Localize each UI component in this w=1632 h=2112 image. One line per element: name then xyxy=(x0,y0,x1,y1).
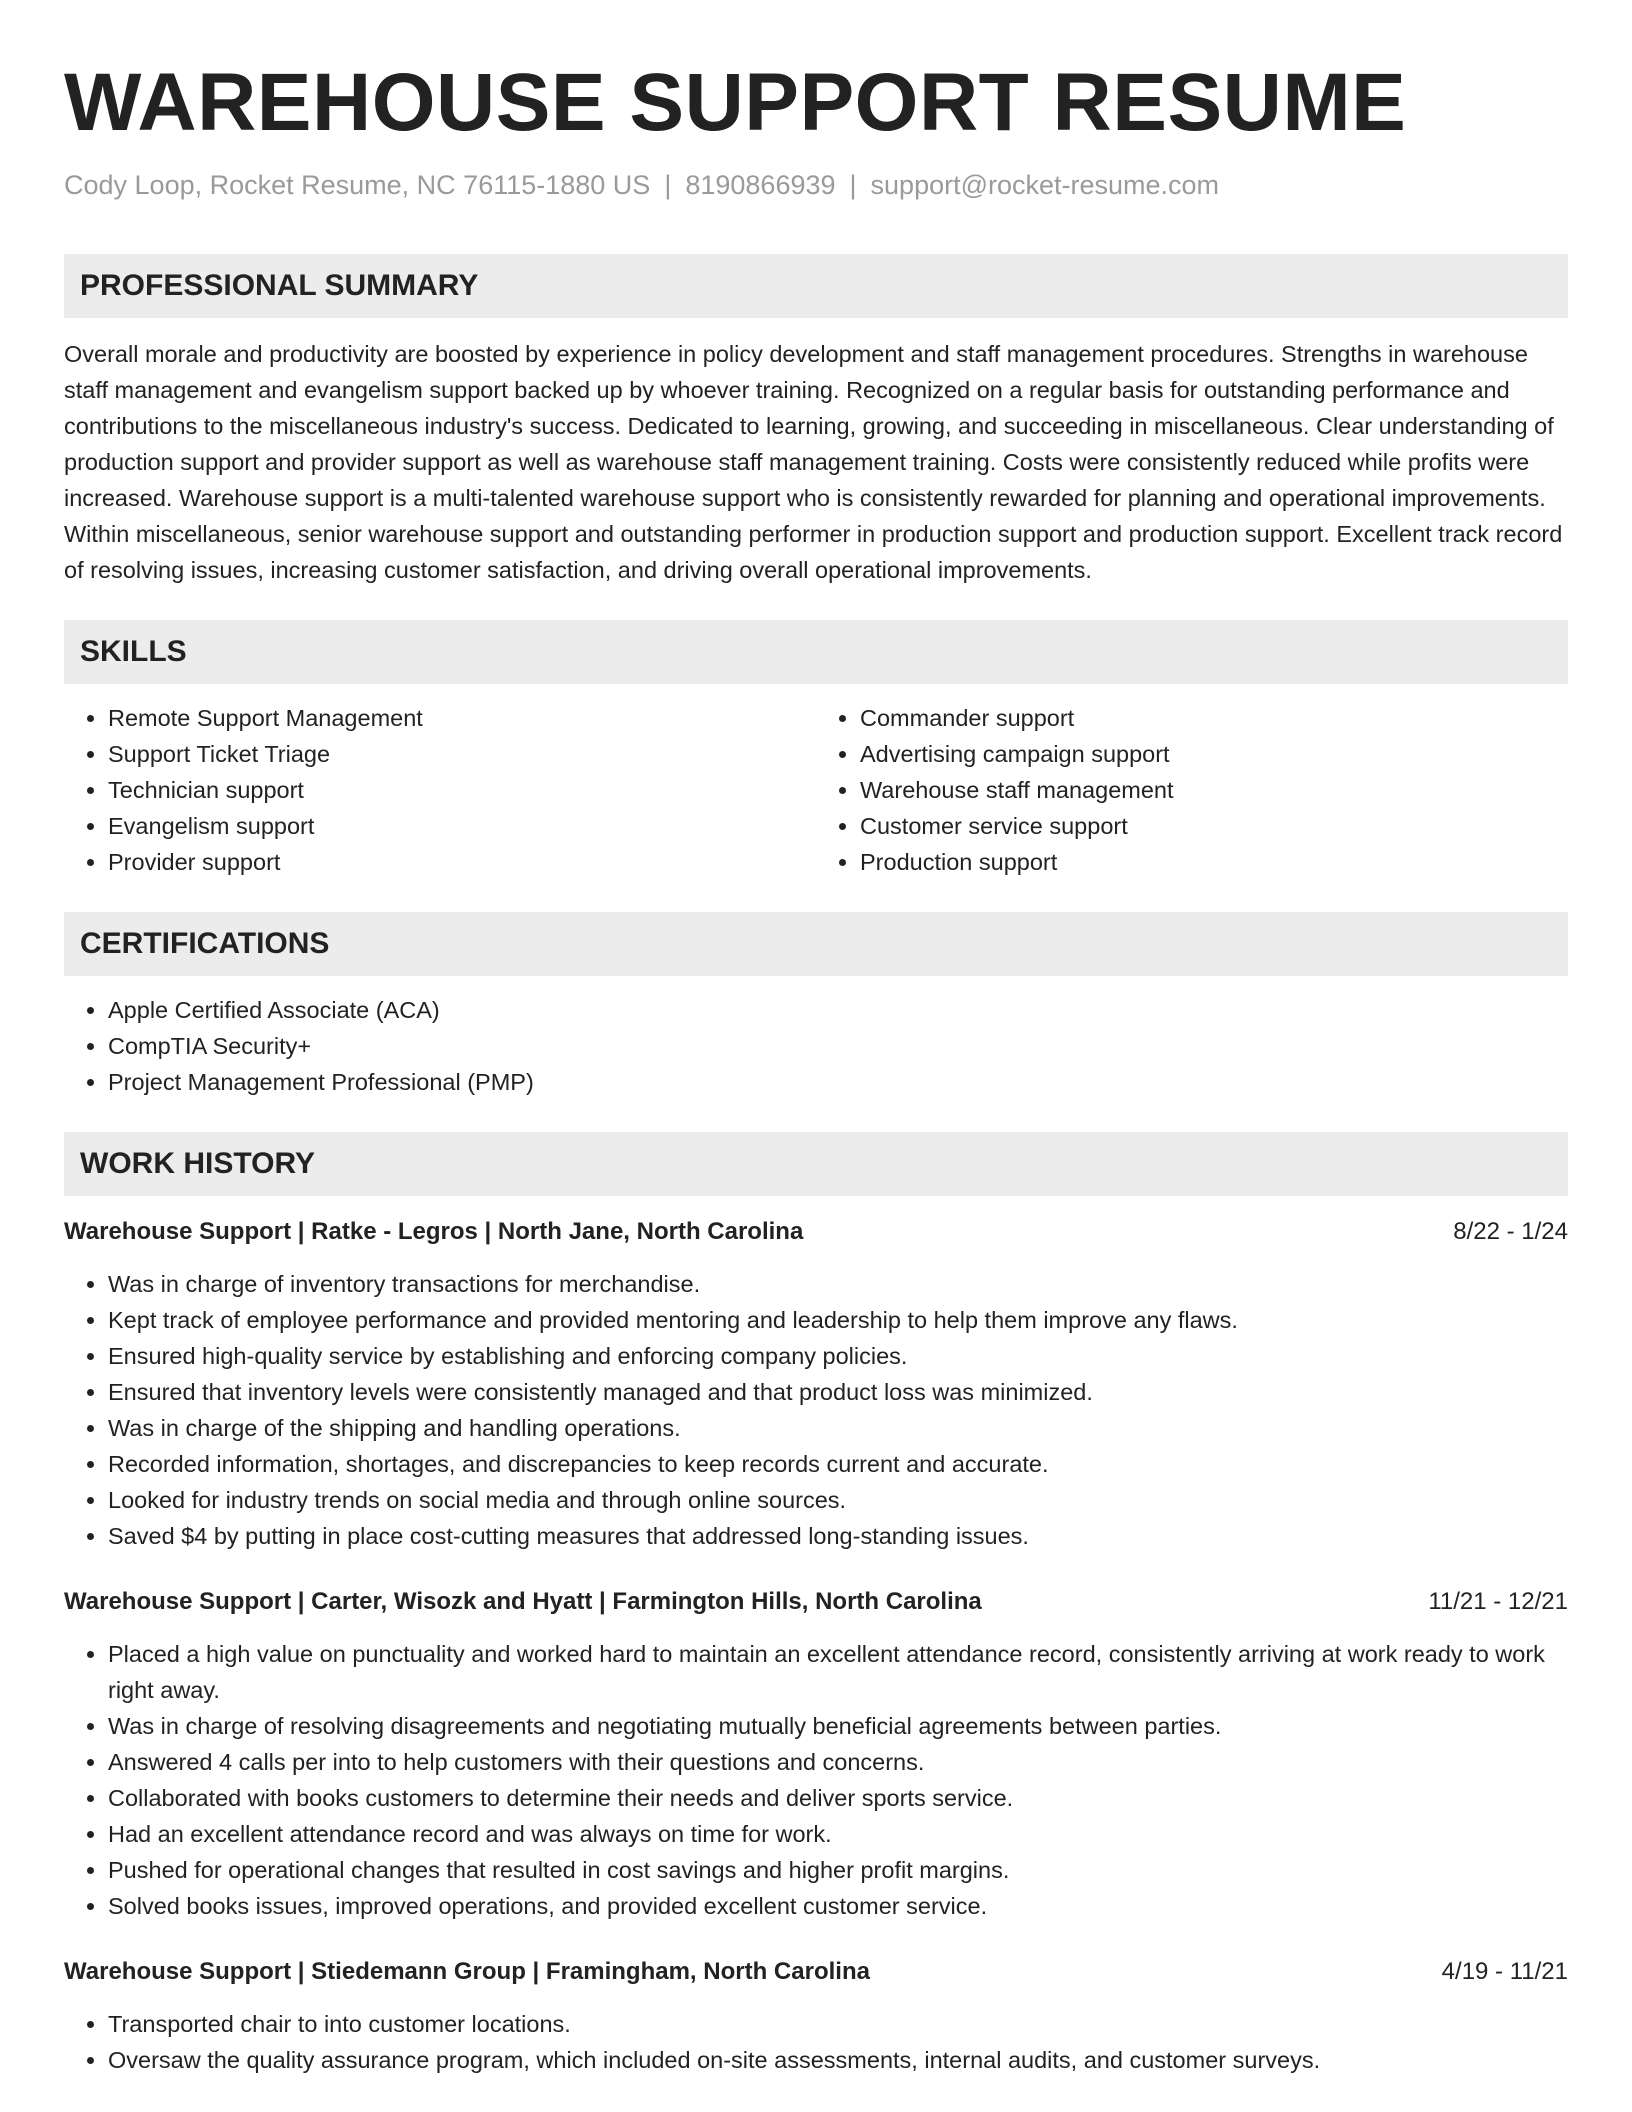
job-entry xyxy=(64,1584,1568,1924)
skill-item: • Technician support xyxy=(108,772,816,808)
job-header xyxy=(64,1954,1568,1990)
summary-heading: PROFESSIONAL SUMMARY xyxy=(64,254,1568,318)
job-bullet: • Looked for industry trends on social media and through online sources. xyxy=(108,1482,1568,1518)
job-bullet: • Transported chair to into customer locations. xyxy=(108,2006,1568,2042)
job-bullet: • Had an excellent attendance record and was always on time for work. xyxy=(108,1816,1568,1852)
job-bullet: • Ensured high-quality service by establishing and enforcing company policies. xyxy=(108,1338,1568,1374)
contact-line xyxy=(64,168,1568,202)
contact-separator: | xyxy=(849,170,857,200)
certification-item: • Apple Certified Associate (ACA) xyxy=(108,992,1568,1028)
contact-phone: 8190866939 xyxy=(685,170,836,200)
job-bullet: • Saved $4 by putting in place cost-cutting measures that addressed long-standing issues. xyxy=(108,1518,1568,1554)
certifications-list xyxy=(64,992,1568,1100)
job-title: Warehouse Support | Ratke - Legros | North Jane, North Carolina xyxy=(64,1218,804,1245)
skills-list-right xyxy=(816,700,1568,880)
job-bullet: • Was in charge of inventory transactions for merchandise. xyxy=(108,1266,1568,1302)
skill-item: • Remote Support Management xyxy=(108,700,816,736)
skill-item: • Provider support xyxy=(108,844,816,880)
job-bullet: • Collaborated with books customers to determine their needs and deliver sports service. xyxy=(108,1780,1568,1816)
job-bullet: • Was in charge of the shipping and handling operations. xyxy=(108,1410,1568,1446)
job-dates: 4/19 - 11/21 xyxy=(1441,1958,1568,1985)
skills-list-left xyxy=(64,700,816,880)
skills-heading: SKILLS xyxy=(64,620,1568,684)
job-bullets xyxy=(64,1636,1568,1924)
job-entry xyxy=(64,1214,1568,1554)
job-header xyxy=(64,1214,1568,1250)
job-bullets xyxy=(64,2006,1568,2078)
job-dates: 8/22 - 1/24 xyxy=(1453,1218,1568,1245)
job-bullet: • Ensured that inventory levels were consistently managed and that product loss was minimized. xyxy=(108,1374,1568,1410)
job-bullet: • Kept track of employee performance and provided mentoring and leadership to help them improve any flaws. xyxy=(108,1302,1568,1338)
certification-item: • Project Management Professional (PMP) xyxy=(108,1064,1568,1100)
skill-item: • Support Ticket Triage xyxy=(108,736,816,772)
job-bullet: • Recorded information, shortages, and discrepancies to keep records current and accurate. xyxy=(108,1446,1568,1482)
skill-item: • Advertising campaign support xyxy=(860,736,1568,772)
skill-item: • Customer service support xyxy=(860,808,1568,844)
page-title: WAREHOUSE SUPPORT RESUME xyxy=(64,57,1407,148)
job-bullet: • Pushed for operational changes that resulted in cost savings and higher profit margins. xyxy=(108,1852,1568,1888)
summary-text: Overall morale and productivity are boosted by experience in policy development and staff management procedures. Strengths in warehouse staff management and evangelism support backed up by whoever training. Recognized on a regular basis for outstanding performance and contributions to the miscellaneous industry's success. Dedicated to learning, growing, and succeeding in miscellaneous. Clear understanding of production support and provider support as well as warehouse staff management training. Costs were consistently reduced while profits were increased. Warehouse support is a multi-talented warehouse support who is consistently rewarded for planning and operational improvements. Within miscellaneous, senior warehouse support and outstanding performer in production support and production support. Excellent track record of resolving issues, increasing customer satisfaction, and driving overall operational improvements. xyxy=(64,341,1563,583)
skill-item: • Commander support xyxy=(860,700,1568,736)
job-title: Warehouse Support | Carter, Wisozk and Hyatt | Farmington Hills, North Carolina xyxy=(64,1588,982,1615)
job-bullet: • Oversaw the quality assurance program, which included on-site assessments, internal audits, and customer surveys. xyxy=(108,2042,1568,2078)
contact-email: support@rocket-resume.com xyxy=(870,170,1220,200)
contact-separator: | xyxy=(664,170,672,200)
job-bullet: • Placed a high value on punctuality and worked hard to maintain an excellent attendance record, consistently arriving at work ready to work right away. xyxy=(108,1636,1568,1708)
work-history-heading: WORK HISTORY xyxy=(64,1132,1568,1196)
job-bullet: • Answered 4 calls per into to help customers with their questions and concerns. xyxy=(108,1744,1568,1780)
skills-grid xyxy=(64,684,1568,880)
contact-address: Cody Loop, Rocket Resume, NC 76115-1880 US xyxy=(64,170,651,200)
job-bullets xyxy=(64,1266,1568,1554)
job-title: Warehouse Support | Stiedemann Group | Framingham, North Carolina xyxy=(64,1958,870,1985)
job-entry xyxy=(64,1954,1568,2078)
skill-item: • Production support xyxy=(860,844,1568,880)
skill-item: • Warehouse staff management xyxy=(860,772,1568,808)
certifications-heading: CERTIFICATIONS xyxy=(64,912,1568,976)
job-bullet: • Was in charge of resolving disagreements and negotiating mutually beneficial agreements between parties. xyxy=(108,1708,1568,1744)
job-dates: 11/21 - 12/21 xyxy=(1428,1588,1568,1615)
job-header xyxy=(64,1584,1568,1620)
job-bullet: • Solved books issues, improved operations, and provided excellent customer service. xyxy=(108,1888,1568,1924)
certification-item: • CompTIA Security+ xyxy=(108,1028,1568,1064)
skill-item: • Evangelism support xyxy=(108,808,816,844)
